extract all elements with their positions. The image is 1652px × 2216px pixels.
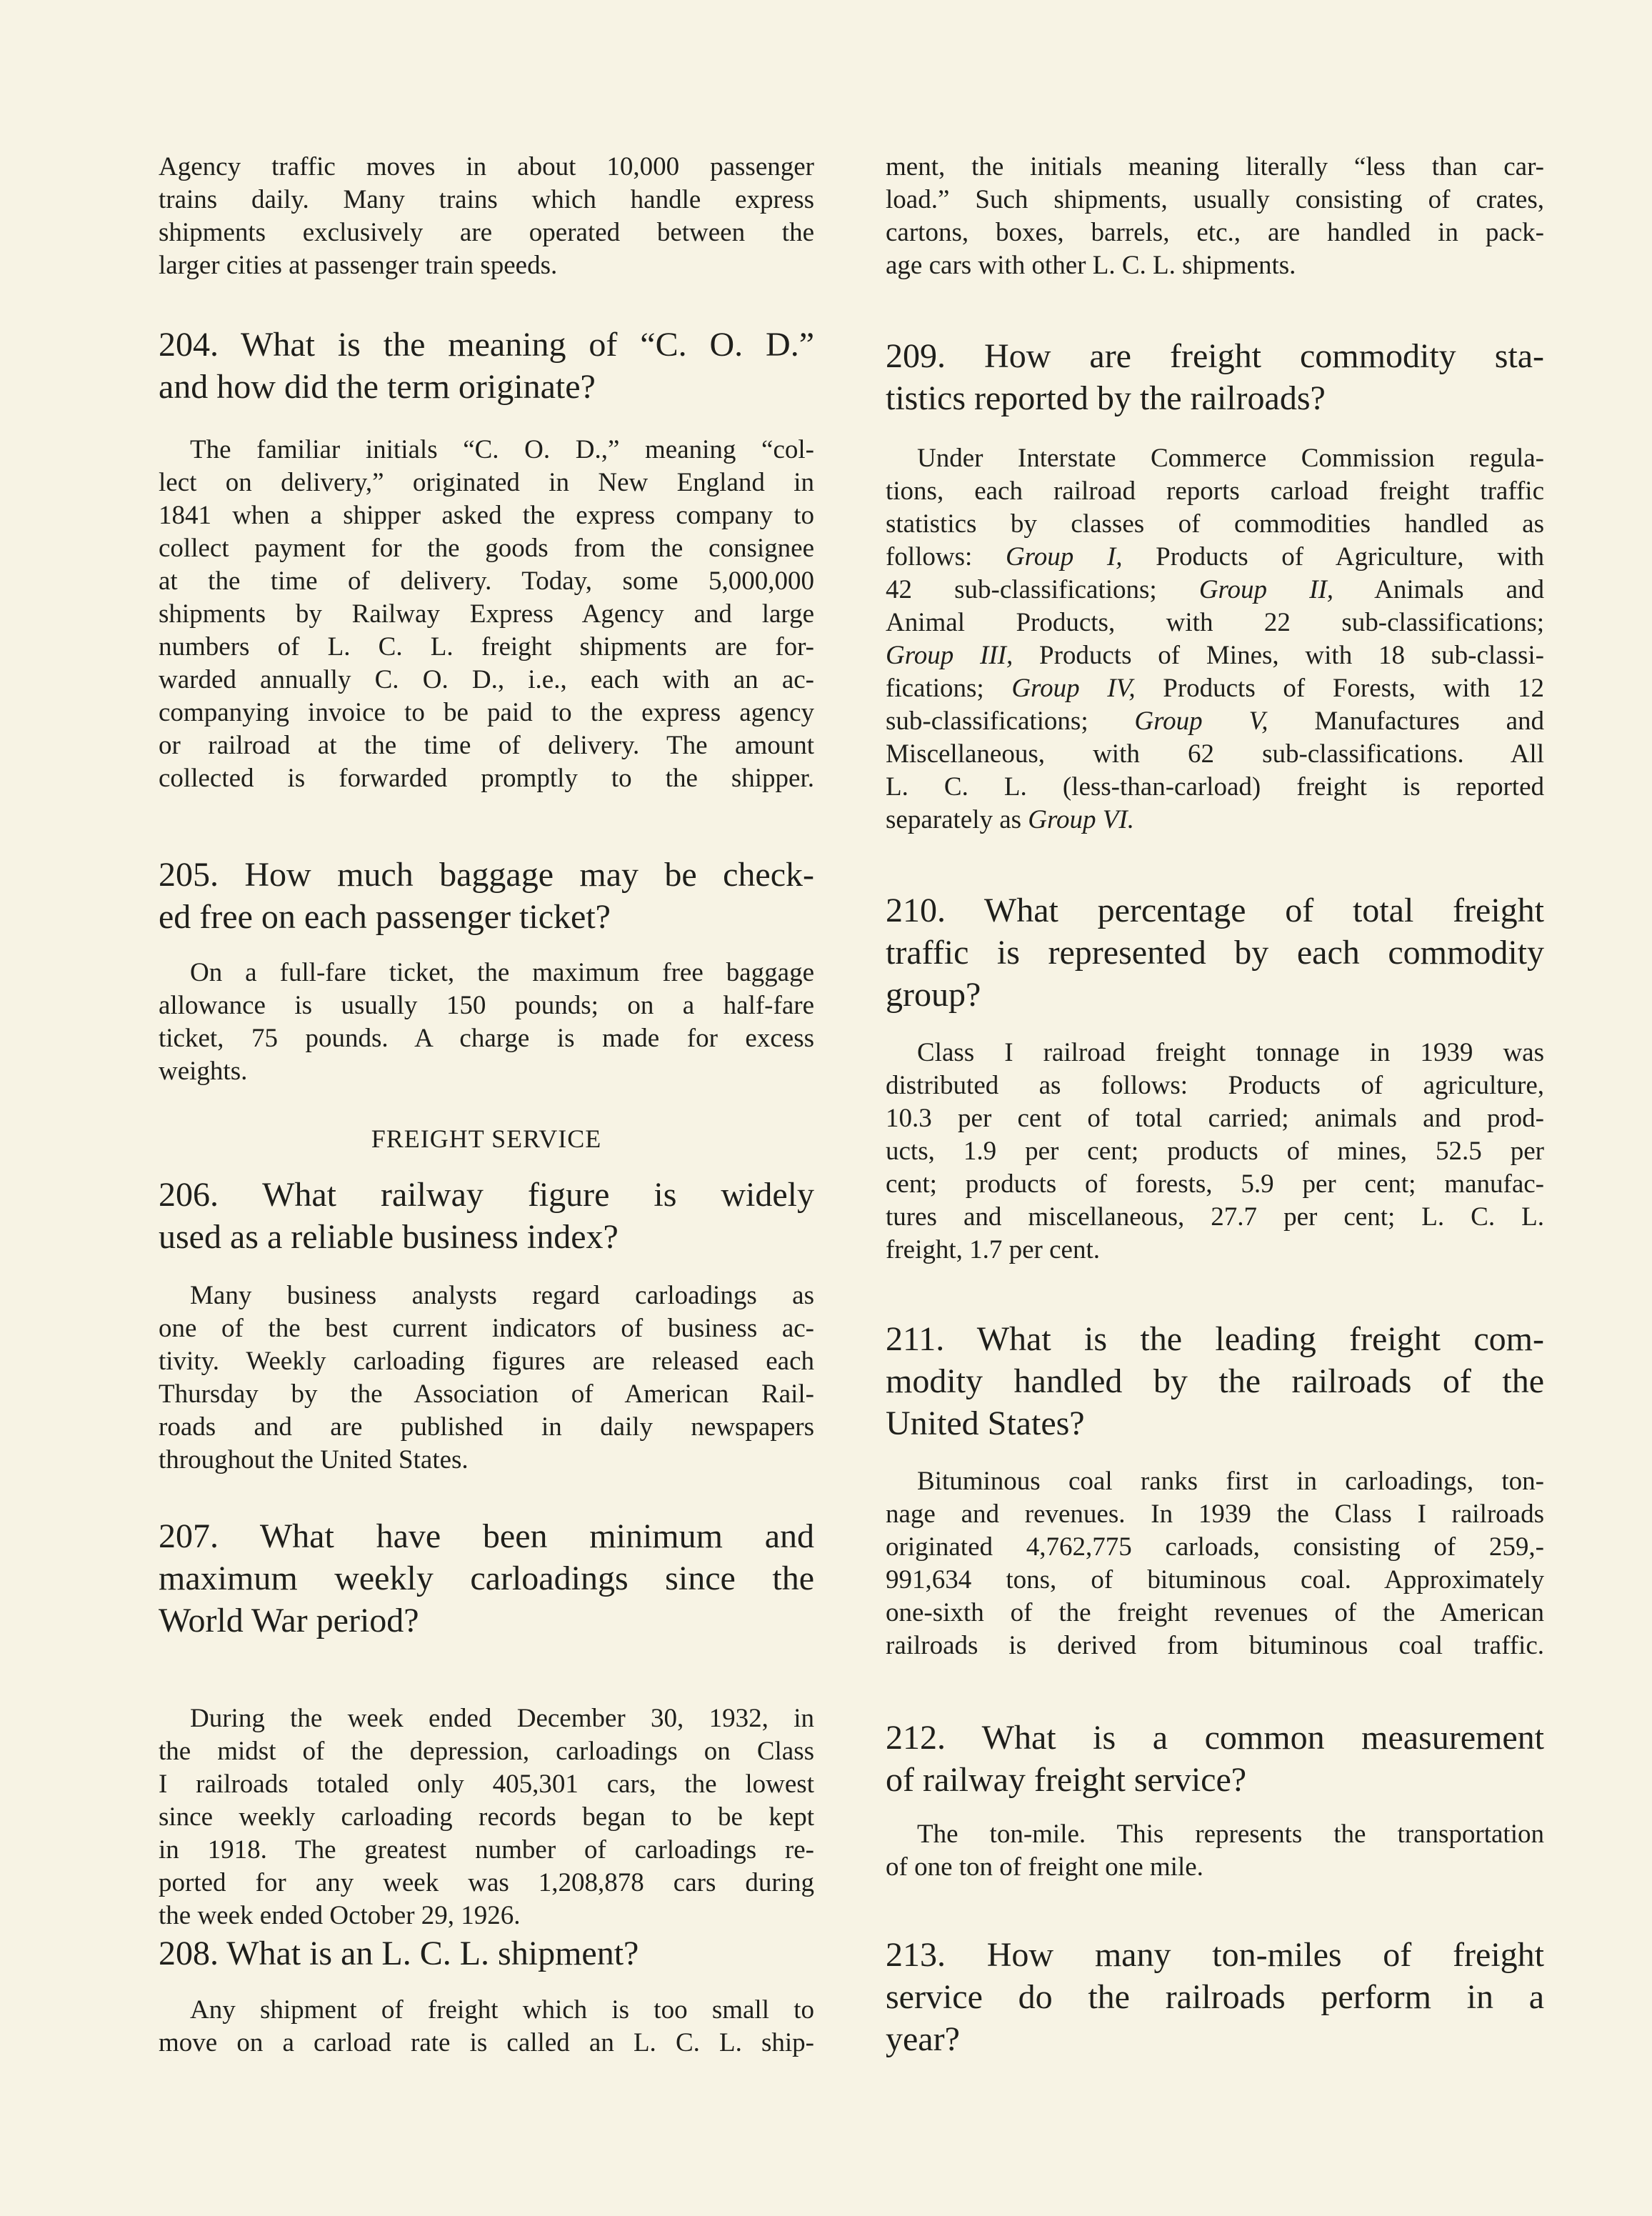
text-line: load.” Such shipments, usually consisting of crates, bbox=[886, 185, 1544, 214]
text-run: fications; bbox=[886, 674, 1012, 703]
paragraph bbox=[159, 1994, 814, 2060]
text-line: I railroads totaled only 405,301 cars, the lowest bbox=[159, 1770, 814, 1799]
text-line: 211. What is the leading freight com- bbox=[886, 1320, 1544, 1358]
text-run: Products of Mines, with 18 sub-classi- bbox=[1013, 641, 1544, 670]
question-heading bbox=[886, 889, 1544, 1016]
text-line: shipments by Railway Express Agency and large bbox=[159, 599, 814, 629]
text-line: The ton-mile. This represents the transportation bbox=[917, 1820, 1544, 1849]
question-heading bbox=[886, 335, 1544, 419]
text-line: 204. What is the meaning of “C. O. D.” bbox=[159, 326, 814, 364]
text-line: larger cities at passenger train speeds. bbox=[159, 251, 558, 280]
text-line: throughout the United States. bbox=[159, 1445, 469, 1474]
text-line bbox=[886, 672, 1544, 705]
text-line: Under Interstate Commerce Commission regula- bbox=[917, 444, 1544, 473]
question-heading bbox=[159, 1174, 814, 1258]
text-line: allowance is usually 150 pounds; on a half-fare bbox=[159, 991, 814, 1020]
text-line: roads and are published in daily newspapers bbox=[159, 1412, 814, 1442]
paragraph bbox=[886, 1818, 1544, 1884]
text-line: 991,634 tons, of bituminous coal. Approximately bbox=[886, 1565, 1544, 1594]
text-line: cartons, boxes, barrels, etc., are handled in pack- bbox=[886, 218, 1544, 247]
text-line: year? bbox=[886, 2020, 960, 2058]
text-line: On a full-fare ticket, the maximum free baggage bbox=[190, 958, 814, 987]
text-line: move on a carload rate is called an L. C. L. ship- bbox=[159, 2028, 814, 2057]
text-line: Miscellaneous, with 62 sub-classifications. All bbox=[886, 739, 1544, 769]
text-line: in 1918. The greatest number of carloadings re- bbox=[159, 1835, 814, 1865]
text-line bbox=[886, 705, 1544, 738]
text-line: 213. How many ton-miles of freight bbox=[886, 1936, 1544, 1974]
text-line: ed free on each passenger ticket? bbox=[159, 898, 611, 936]
text-line: railroads is derived from bituminous coal traffic. bbox=[886, 1631, 1544, 1660]
text-run: 42 sub-classifications; bbox=[886, 575, 1199, 604]
paragraph bbox=[886, 442, 1544, 837]
text-line: 205. How much baggage may be check- bbox=[159, 856, 814, 894]
text-line: ment, the initials meaning literally “less than car- bbox=[886, 152, 1544, 181]
section-heading bbox=[159, 1122, 814, 1155]
text-line: or railroad at the time of delivery. The amount bbox=[159, 731, 814, 760]
text-line: ticket, 75 pounds. A charge is made for excess bbox=[159, 1024, 814, 1053]
italic-text: Group IV, bbox=[1011, 674, 1136, 703]
text-line: 212. What is a common measurement bbox=[886, 1719, 1544, 1757]
text-run: sub-classifications; bbox=[886, 707, 1135, 736]
text-run: separately as bbox=[886, 805, 1028, 834]
text-line: originated 4,762,775 carloads, consisting of 259,- bbox=[886, 1532, 1544, 1562]
text-line: Any shipment of freight which is too small to bbox=[190, 1995, 814, 2025]
text-line: one of the best current indicators of business ac- bbox=[159, 1314, 814, 1343]
text-line: 210. What percentage of total freight bbox=[886, 892, 1544, 929]
text-line: Animal Products, with 22 sub-classifications; bbox=[886, 608, 1544, 637]
text-line: maximum weekly carloadings since the bbox=[159, 1559, 814, 1597]
text-line: The familiar initials “C. O. D.,” meaning “col- bbox=[190, 435, 814, 464]
question-heading bbox=[886, 1318, 1544, 1444]
text-line: at the time of delivery. Today, some 5,000,000 bbox=[159, 567, 814, 596]
text-line: L. C. L. (less-than-carload) freight is reported bbox=[886, 772, 1544, 802]
paragraph bbox=[159, 957, 814, 1088]
text-run: Animals and bbox=[1333, 575, 1545, 604]
paragraph bbox=[886, 1037, 1544, 1267]
text-line: tures and miscellaneous, 27.7 per cent; L. C. L. bbox=[886, 1202, 1544, 1232]
italic-text: Group I, bbox=[1005, 542, 1123, 572]
italic-text: Group II, bbox=[1198, 575, 1334, 604]
text-line: age cars with other L. C. L. shipments. bbox=[886, 251, 1296, 280]
text-line: tistics reported by the railroads? bbox=[886, 379, 1326, 417]
text-line: used as a reliable business index? bbox=[159, 1218, 619, 1256]
text-line bbox=[886, 804, 1544, 837]
text-line: of one ton of freight one mile. bbox=[886, 1852, 1203, 1882]
text-line: lect on delivery,” originated in New England in bbox=[159, 468, 814, 497]
text-line: modity handled by the railroads of the bbox=[886, 1362, 1544, 1400]
text-run: Products of Forests, with 12 bbox=[1135, 674, 1545, 703]
text-line: freight, 1.7 per cent. bbox=[886, 1235, 1100, 1264]
text-line: the week ended October 29, 1926. bbox=[159, 1901, 521, 1930]
text-line: collect payment for the goods from the consignee bbox=[159, 534, 814, 563]
text-line: Thursday by the Association of American Rail- bbox=[159, 1379, 814, 1409]
paragraph bbox=[159, 151, 814, 282]
text-line: weights. bbox=[159, 1057, 248, 1086]
text-line: ported for any week was 1,208,878 cars during bbox=[159, 1868, 814, 1897]
text-line: the midst of the depression, carloadings on Class bbox=[159, 1737, 814, 1766]
text-line: collected is forwarded promptly to the shipper. bbox=[159, 764, 814, 793]
text-line: distributed as follows: Products of agriculture, bbox=[886, 1071, 1544, 1100]
text-line: Class I railroad freight tonnage in 1939 was bbox=[917, 1038, 1544, 1067]
paragraph bbox=[159, 1279, 814, 1477]
text-line: shipments exclusively are operated between the bbox=[159, 218, 814, 247]
question-heading bbox=[159, 854, 814, 938]
text-line: Many business analysts regard carloadings as bbox=[190, 1281, 814, 1310]
text-line: 10.3 per cent of total carried; animals and prod- bbox=[886, 1104, 1544, 1133]
text-line: warded annually C. O. D., i.e., each with an ac- bbox=[159, 665, 814, 694]
text-line: Agency traffic moves in about 10,000 passenger bbox=[159, 152, 814, 181]
text-line: tions, each railroad reports carload freight traffic bbox=[886, 476, 1544, 506]
text-line: 209. How are freight commodity sta- bbox=[886, 337, 1544, 375]
text-line: nage and revenues. In 1939 the Class I railroads bbox=[886, 1499, 1544, 1529]
text-line bbox=[886, 541, 1544, 574]
text-line: numbers of L. C. L. freight shipments are for- bbox=[159, 632, 814, 662]
text-line bbox=[886, 574, 1544, 607]
question-heading bbox=[886, 1717, 1544, 1801]
question-heading bbox=[159, 1932, 814, 1975]
italic-text: Group III, bbox=[886, 641, 1013, 670]
text-line: United States? bbox=[886, 1404, 1085, 1442]
text-line: traffic is represented by each commodity bbox=[886, 934, 1544, 972]
question-heading bbox=[886, 1934, 1544, 2060]
text-line: During the week ended December 30, 1932, in bbox=[190, 1704, 814, 1733]
text-line: FREIGHT SERVICE bbox=[371, 1124, 602, 1153]
text-line: trains daily. Many trains which handle express bbox=[159, 185, 814, 214]
text-line: tivity. Weekly carloading figures are released each bbox=[159, 1347, 814, 1376]
text-line: of railway freight service? bbox=[886, 1761, 1247, 1799]
text-line: cent; products of forests, 5.9 per cent; manufac- bbox=[886, 1169, 1544, 1199]
text-line: 207. What have been minimum and bbox=[159, 1517, 814, 1555]
text-line: since weekly carloading records began to be kept bbox=[159, 1802, 814, 1832]
text-line bbox=[886, 639, 1544, 672]
text-line: statistics by classes of commodities handled as bbox=[886, 509, 1544, 539]
italic-text: Group V, bbox=[1134, 707, 1268, 736]
text-line: 1841 when a shipper asked the express company to bbox=[159, 501, 814, 530]
paragraph bbox=[886, 151, 1544, 282]
question-heading bbox=[159, 1515, 814, 1642]
text-line: companying invoice to be paid to the express agency bbox=[159, 698, 814, 727]
text-line: ucts, 1.9 per cent; products of mines, 52.5 per bbox=[886, 1137, 1544, 1166]
paragraph bbox=[159, 434, 814, 795]
text-line: 206. What railway figure is widely bbox=[159, 1176, 814, 1214]
text-run: Manufactures and bbox=[1268, 707, 1545, 736]
text-line: Bituminous coal ranks first in carloadings, ton- bbox=[917, 1467, 1544, 1496]
paragraph bbox=[886, 1465, 1544, 1662]
paragraph bbox=[159, 1702, 814, 1932]
text-line: World War period? bbox=[159, 1602, 419, 1639]
text-run: Products of Agriculture, with bbox=[1122, 542, 1544, 572]
question-heading bbox=[159, 324, 814, 408]
text-line: one-sixth of the freight revenues of the American bbox=[886, 1598, 1544, 1627]
text-run: follows: bbox=[886, 542, 1006, 572]
italic-text: Group VI. bbox=[1028, 805, 1134, 834]
text-line: 208. What is an L. C. L. shipment? bbox=[159, 1935, 639, 1972]
text-line: and how did the term originate? bbox=[159, 368, 596, 406]
text-line: service do the railroads perform in a bbox=[886, 1978, 1544, 2016]
text-line: group? bbox=[886, 976, 981, 1014]
